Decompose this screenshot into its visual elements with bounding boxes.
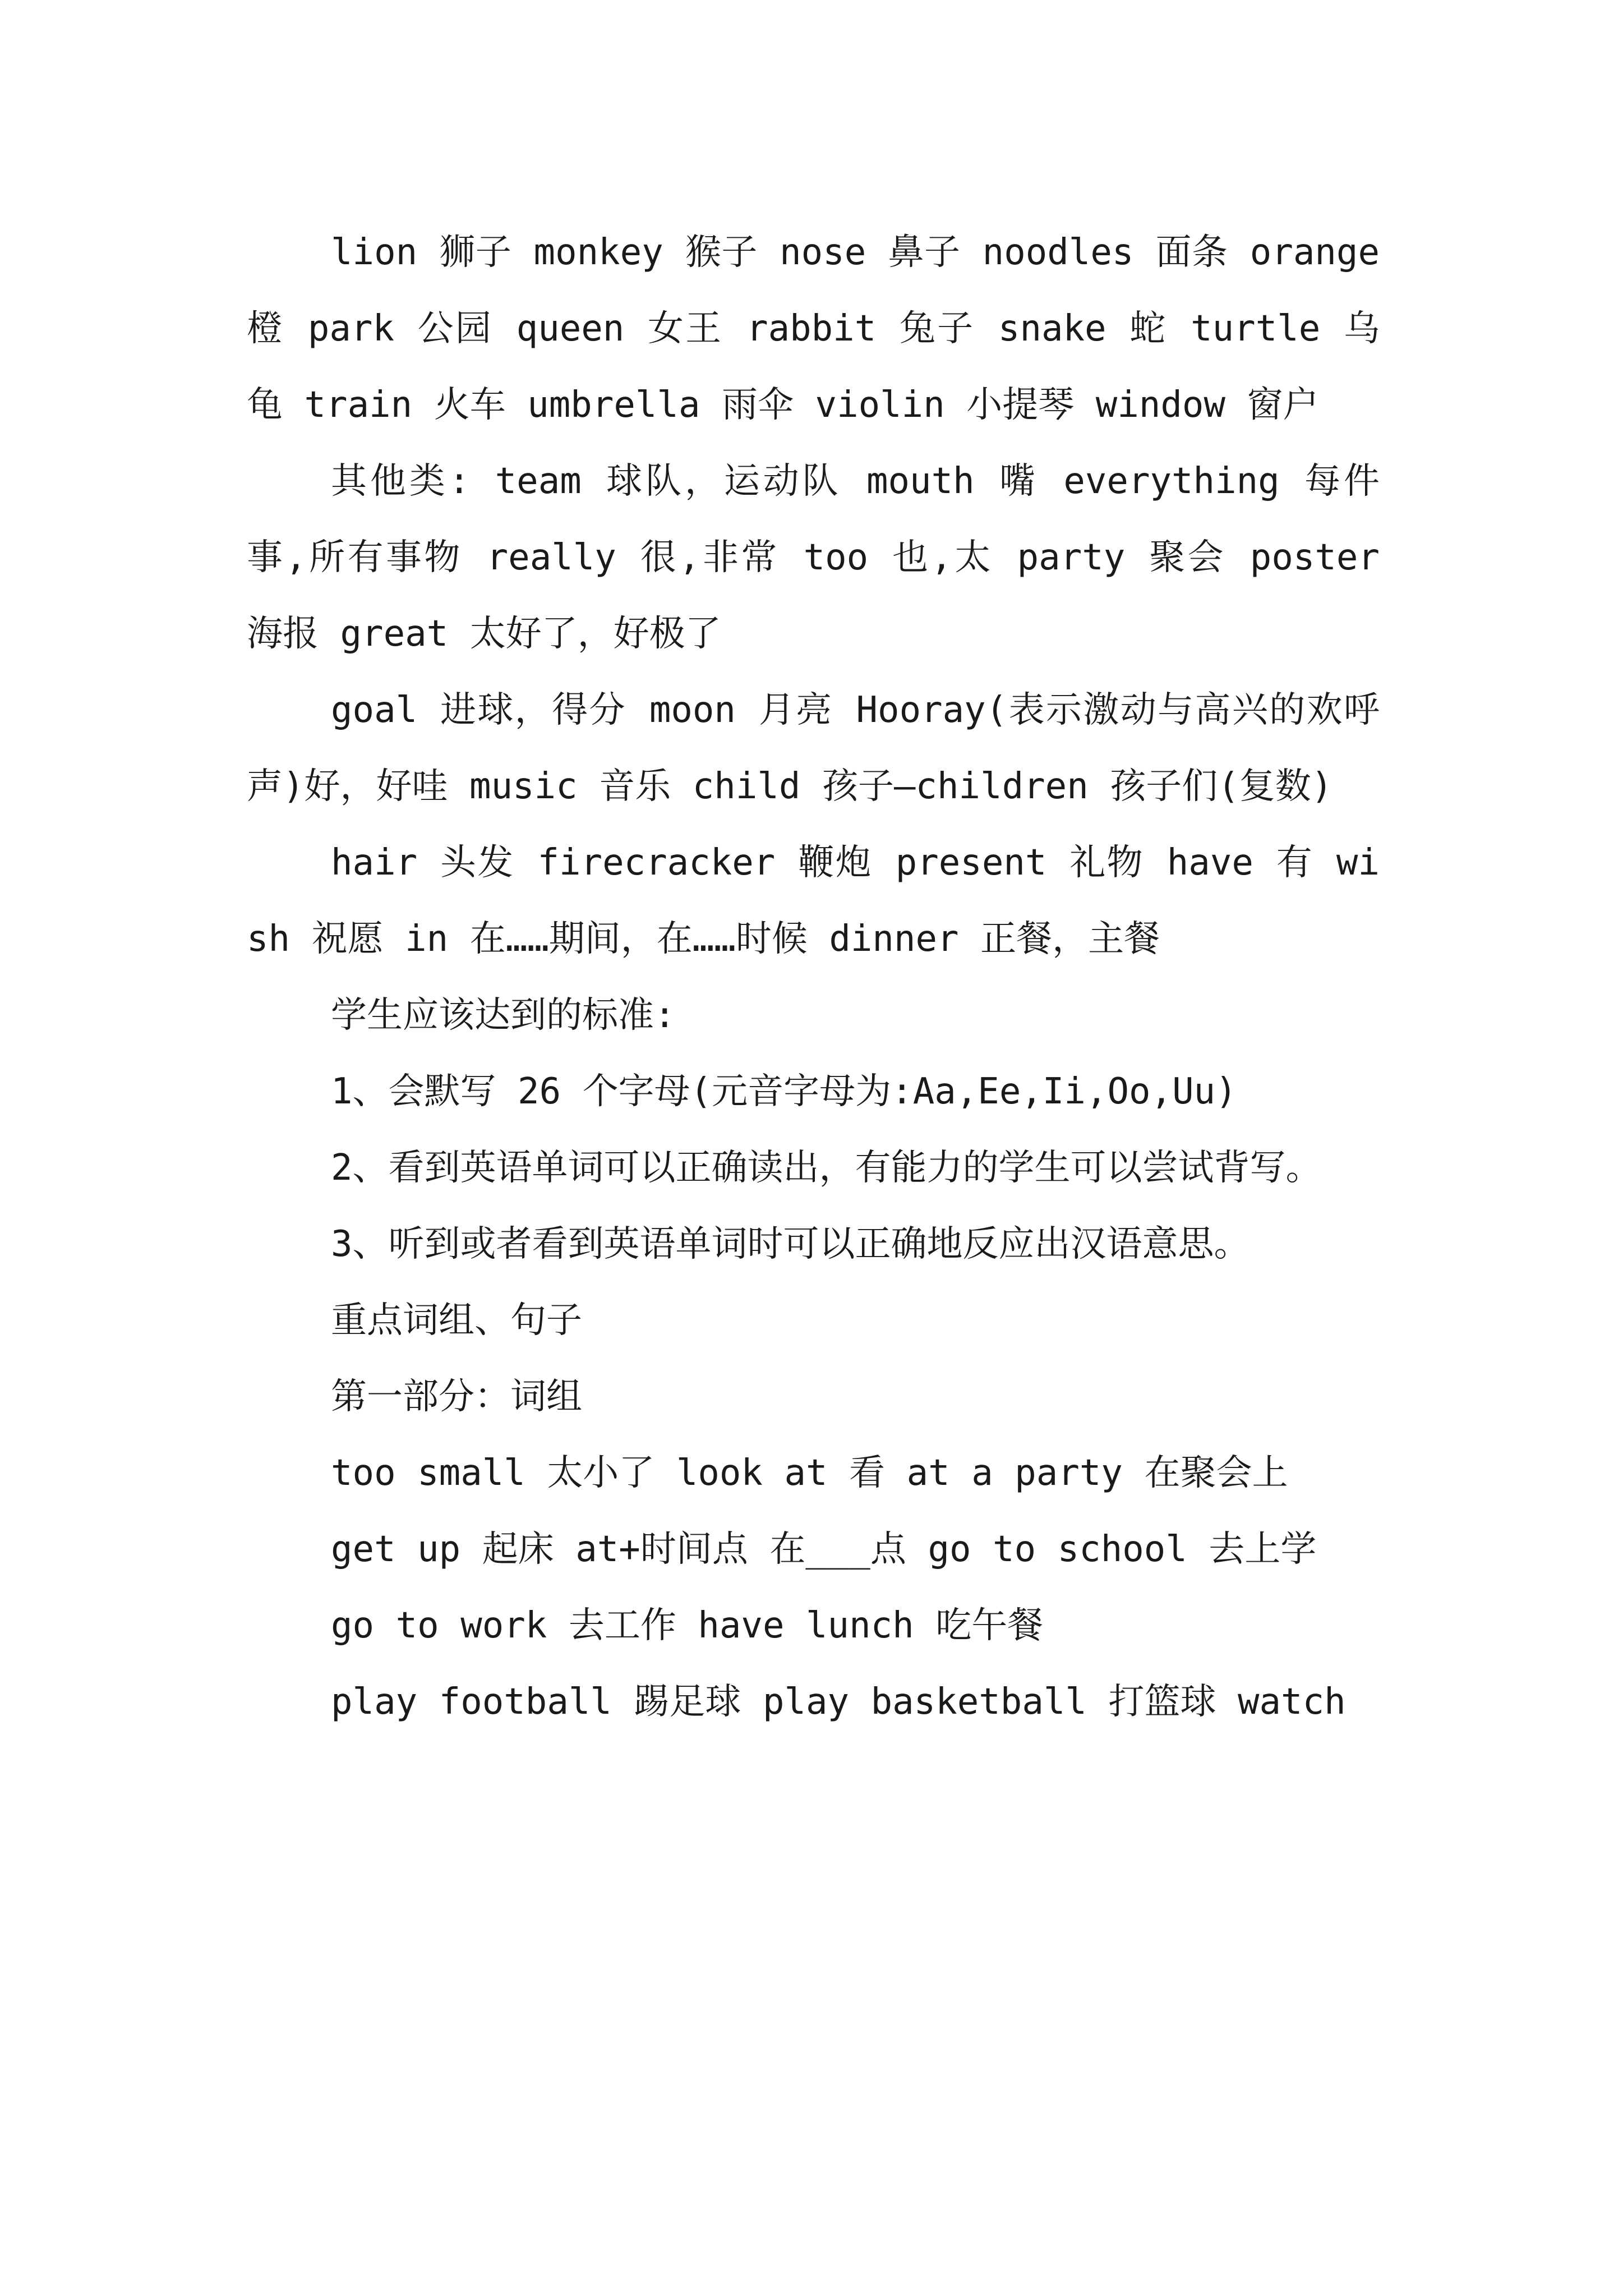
standards-item-2: 2、看到英语单词可以正确读出，有能力的学生可以尝试背写。 <box>331 1147 1322 1189</box>
standards-item-3: 3、听到或者看到英语单词时可以正确地反应出汉语意思。 <box>331 1223 1250 1265</box>
vocab-paragraph-4: hair 头发 firecracker 鞭炮 present 礼物 have 有 wish 祝愿 in 在……期间，在……时候 dinner 正餐，主餐 <box>247 842 1380 960</box>
phrase-line-1: too small 太小了 look at 看 at a party 在聚会上 <box>331 1452 1288 1494</box>
vocab-paragraph-3: goal 进球，得分 moon 月亮 Hooray(表示激动与高兴的欢呼声)好，好哇 music 音乐 child 孩子—children 孩子们(复数) <box>247 689 1380 807</box>
phrases-part-1-heading: 第一部分：词组 <box>331 1376 582 1418</box>
phrase-line-3: go to work 去工作 have lunch 吃午餐 <box>331 1605 1044 1646</box>
phrase-line-4: play football 踢足球 play basketball 打篮球 watch <box>331 1681 1346 1723</box>
phrase-line-2: get up 起床 at+时间点 在___点 go to school 去上学 <box>331 1529 1317 1570</box>
vocab-paragraph-other: 其他类: team 球队，运动队 mouth 嘴 everything 每件事,所有事物 really 很,非常 too 也,太 party 聚会 poster 海报 great 太好了，好极了 <box>247 461 1380 655</box>
phrases-heading: 重点词组、句子 <box>331 1300 582 1341</box>
document-body <box>247 214 1380 1740</box>
vocab-paragraph-1: lion 狮子 monkey 猴子 nose 鼻子 noodles 面条 orange 橙 park 公园 queen 女王 rabbit 兔子 snake 蛇 turtle 乌龟 train 火车 umbrella 雨伞 violin 小提琴 window 窗户 <box>247 232 1380 426</box>
standards-heading: 学生应该达到的标准: <box>331 995 676 1036</box>
standards-item-1: 1、会默写 26 个字母(元音字母为:Aa,Ee,Ii,Oo,Uu) <box>331 1071 1237 1112</box>
